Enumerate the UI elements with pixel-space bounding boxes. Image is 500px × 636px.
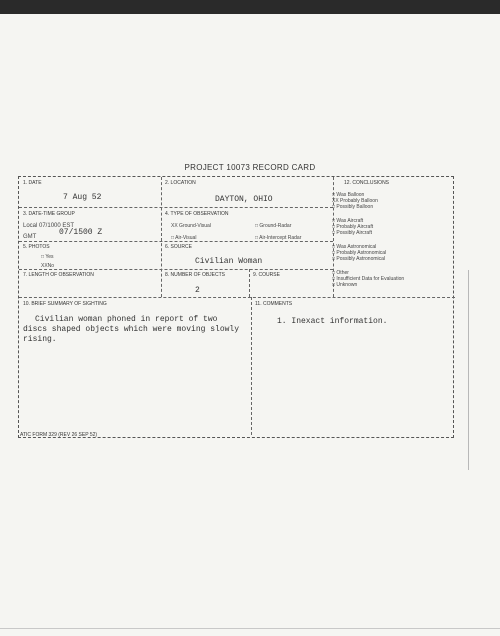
summary-line-3: rising. xyxy=(23,335,57,344)
conclusions-group-astronomical xyxy=(332,244,454,262)
option-air-visual: □ Air-Visual xyxy=(171,235,197,241)
dtg-gmt-prefix: GMT xyxy=(23,234,37,240)
summary-line-1: Civilian woman phoned in report of two xyxy=(35,315,218,324)
conclusion-was-balloon: □ Was Balloon xyxy=(332,192,365,198)
date-value: 7 Aug 52 xyxy=(63,193,102,202)
conclusion-possibly-balloon: □ Possibly Balloon xyxy=(332,204,374,210)
conclusion-probably-astronomical: □ Probably Astronomical xyxy=(332,250,387,256)
paper-fold-line xyxy=(468,270,469,470)
conclusion-insufficient-data: □ Insufficient Data for Evaluation xyxy=(332,276,405,282)
observation-type-label: 4. TYPE OF OBSERVATION xyxy=(165,211,229,217)
paper-bottom-crease xyxy=(0,628,500,629)
dtg-gmt: 07/1500 Z xyxy=(59,228,103,237)
location-label: 2. LOCATION xyxy=(165,180,196,186)
photos-yes: □ Yes xyxy=(41,254,54,260)
summary-label: 10. BRIEF SUMMARY OF SIGHTING xyxy=(23,301,107,307)
form-number: ATIC FORM 329 (REV 26 SEP 52) xyxy=(20,432,98,438)
conclusion-possibly-aircraft: □ Possibly Aircraft xyxy=(332,230,372,236)
objects-label: 8. NUMBER OF OBJECTS xyxy=(165,272,226,278)
col-divider-1 xyxy=(161,177,162,297)
source-label: 6. SOURCE xyxy=(165,244,192,250)
conclusion-unknown: □ Unknown xyxy=(332,282,358,288)
option-air-intercept-radar: □ Air-Intercept Radar xyxy=(255,235,302,241)
conclusion-possibly-astronomical: □ Possibly Astronomical xyxy=(332,256,386,262)
length-label: 7. LENGTH OF OBSERVATION xyxy=(23,272,94,278)
row-divider-4 xyxy=(19,297,455,298)
objects-value: 2 xyxy=(195,286,200,295)
row-divider-2 xyxy=(19,241,333,242)
course-label: 9. COURSE xyxy=(253,272,280,278)
comments-value: 1. Inexact information. xyxy=(277,317,388,326)
dtg-local: Local 07/1000 EST xyxy=(23,223,75,229)
option-ground-visual: XX Ground-Visual xyxy=(171,223,211,229)
col-divider-4 xyxy=(251,297,252,435)
summary-line-2: discs shaped objects which were moving slowly xyxy=(23,325,240,334)
row-divider-1 xyxy=(19,207,333,208)
record-card xyxy=(18,176,454,438)
conclusion-probably-balloon: XX Probably Balloon xyxy=(332,198,378,204)
source-value: Civilian Woman xyxy=(195,257,263,266)
scan-top-edge xyxy=(0,0,500,14)
date-label: 1. DATE xyxy=(23,180,42,186)
conclusions-group-balloon xyxy=(332,192,454,210)
conclusions-group-other xyxy=(332,270,454,288)
photos-no: XXNo xyxy=(41,263,55,269)
dtg-label: 3. DATE-TIME GROUP xyxy=(23,211,75,217)
photos-label: 5. PHOTOS xyxy=(23,244,50,250)
comments-label: 11. COMMENTS xyxy=(255,301,293,307)
row-divider-3 xyxy=(19,269,333,270)
conclusion-was-aircraft: □ Was Aircraft xyxy=(332,218,364,224)
conclusion-probably-aircraft: □ Probably Aircraft xyxy=(332,224,374,230)
col-divider-3 xyxy=(249,269,250,297)
conclusion-was-astronomical: □ Was Astronomical xyxy=(332,244,377,250)
conclusions-group-aircraft xyxy=(332,218,454,236)
option-ground-radar: □ Ground-Radar xyxy=(255,223,292,229)
card-heading: PROJECT 10073 RECORD CARD xyxy=(184,163,316,172)
location-value: DAYTON, OHIO xyxy=(215,195,273,204)
conclusions-label: 12. CONCLUSIONS xyxy=(344,180,390,186)
conclusion-other: □ Other xyxy=(332,270,349,276)
